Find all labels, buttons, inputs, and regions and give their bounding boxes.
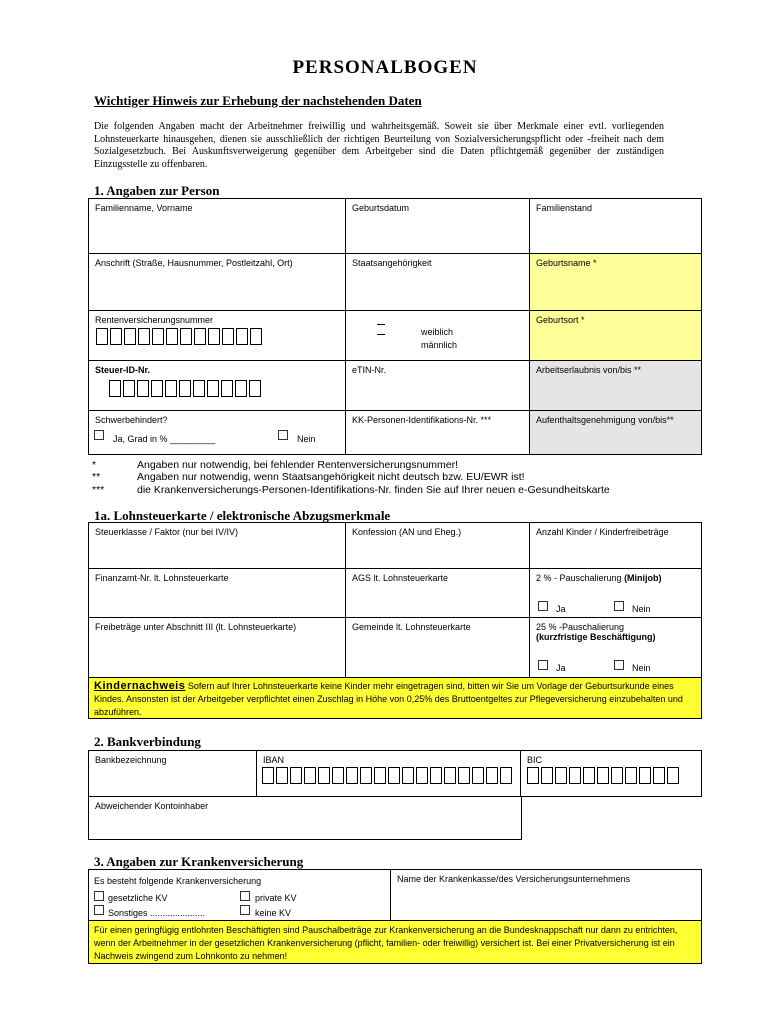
kindernachweis-text: Sofern auf Ihrer Lohnsteuerkarte keine Kinder mehr eingetragen sind, bitten wir Sie um Vorlage der Geburtsurkunde eines Kindes. Ansonsten ist der Arbeitgeber verpflichtet einen Zuschlag in Höhe von 0,25% des Bruttoentgeltes zur Pflegeversicherung einzubehalten und abzuführen. [94, 681, 683, 717]
staatsangehoerigkeit-label: Staatsangehörigkeit [352, 258, 432, 268]
steuerid-label: Steuer-ID-Nr. [95, 365, 151, 375]
section2-heading: 2. Bankverbindung [94, 734, 201, 749]
aufenthalt-cell[interactable] [529, 410, 702, 455]
staatsangehoerigkeit-cell[interactable] [345, 253, 530, 311]
finanzamt-label: Finanzamt-Nr. lt. Lohnsteuerkarte [95, 573, 229, 583]
konfession-cell[interactable] [345, 522, 530, 569]
pausch2-nein-checkbox[interactable] [614, 601, 624, 611]
schwerbehindert-ja-checkbox[interactable] [94, 430, 104, 440]
rvnr-label: Rentenversicherungsnummer [95, 315, 214, 325]
gesetzliche-kv-checkbox[interactable] [94, 891, 104, 901]
konfession-label: Konfession (AN und Eheg.) [352, 527, 462, 537]
kkid-cell[interactable] [345, 410, 530, 455]
kinder-cell[interactable] [529, 522, 702, 569]
bankbezeichnung-label: Bankbezeichnung [95, 755, 167, 765]
section1a-heading: 1a. Lohnsteuerkarte / elektronische Abzugsmerkmale [94, 508, 391, 523]
familienstand-label: Familienstand [536, 203, 593, 213]
weiblich-mark[interactable] [377, 324, 385, 325]
familienname-label: Familienname, Vorname [95, 203, 193, 213]
kv-hinweis-text: Für einen geringfügig entlohnten Beschäftigten sind Pauschalbeiträge zur Krankenversicherung an die Bundesknappschaft nur dann zu entrichten, wenn der Arbeitnehmer in der gesetzlichen Krankenversicherung (pflicht, familien- oder freiwillig) versichert ist. Bei einer Privatversicherung ist ein Nachweis zwingend zum Lohnkonto zu nehmen! [94, 925, 678, 961]
familienname-cell[interactable] [88, 198, 346, 254]
finanzamt-cell[interactable] [88, 568, 346, 618]
ags-cell[interactable] [345, 568, 530, 618]
pausch25-nein-checkbox[interactable] [614, 660, 624, 670]
pausch2-label: 2 % - Pauschalierung [536, 573, 625, 583]
ags-label: AGS lt. Lohnsteuerkarte [352, 573, 449, 583]
kv-besteht-label: Es besteht folgende Krankenversicherung [94, 876, 262, 886]
hinweis-text: Die folgenden Angaben macht der Arbeitnehmer freiwillig und wahrheitsgemäß. Soweit sie über Merkmale einer evtl. vorliegenden Lohnsteuerkarte hinausgehen, dienen sie ausschließlich der richtigen Beurteilung von Sozialversicherungspflicht oder -freiheit nach dem Sozialgesetzbuch. Bei Auskunftsverweigerung gegenüber dem Arbeitgeber sind die Daten pflichtgemäß gegenüber der zuständigen Einzugsstelle zu offenbaren. [94, 121, 664, 170]
footnote-mark-1: * [92, 459, 97, 471]
kv-hinweis-banner [88, 920, 702, 964]
sonstiges-checkbox[interactable] [94, 905, 104, 915]
arbeitserlaubnis-label: Arbeitserlaubnis von/bis ** [536, 365, 642, 375]
arbeitserlaubnis-cell[interactable] [529, 360, 702, 411]
geburtsname-cell[interactable] [529, 253, 702, 311]
aufenthalt-label: Aufenthaltsgenehmigung von/bis** [536, 415, 674, 425]
geburtsdatum-cell[interactable] [345, 198, 530, 254]
anschrift-label: Anschrift (Straße, Hausnummer, Postleitzahl, Ort) [95, 258, 293, 268]
keine-kv-checkbox[interactable] [240, 905, 250, 915]
keine-kv-label: keine KV [255, 908, 292, 918]
footnote-text-2: Angaben nur notwendig, wenn Staatsangehörigkeit nicht deutsch bzw. EU/EWR ist! [137, 471, 525, 483]
maennlich-label: männlich [421, 340, 458, 350]
etin-cell[interactable] [345, 360, 530, 411]
gemeinde-cell[interactable] [345, 617, 530, 678]
pausch25-ja-checkbox[interactable] [538, 660, 548, 670]
footnote-mark-3: *** [92, 484, 105, 496]
schwerbehindert-label: Schwerbehindert? [95, 415, 168, 425]
private-kv-label: private KV [255, 893, 297, 903]
footnote-text-3: die Krankenversicherungs-Personen-Identifikations-Nr. finden Sie auf Ihrer neuen e-Gesundheitskarte [137, 484, 610, 496]
pausch25-nein-label: Nein [632, 663, 651, 673]
kkid-label: KK-Personen-Identifikations-Nr. *** [352, 415, 492, 425]
section1-heading: 1. Angaben zur Person [94, 183, 220, 198]
geburtsort-cell[interactable] [529, 310, 702, 361]
freibetraege-label: Freibeträge unter Abschnitt III (lt. Lohnsteuerkarte) [95, 622, 297, 632]
maennlich-mark[interactable] [377, 334, 385, 335]
kindernachweis-banner [88, 677, 702, 719]
geburtsname-label: Geburtsname * [536, 258, 597, 268]
steuerklasse-label: Steuerklasse / Faktor (nur bei IV/IV) [95, 527, 239, 537]
bankbezeichnung-cell[interactable] [88, 750, 257, 797]
schwerbehindert-ja-label: Ja, Grad in % _________ [113, 434, 216, 444]
iban-boxes[interactable] [262, 767, 514, 784]
gesetzliche-kv-label: gesetzliche KV [108, 893, 168, 903]
kontoinhaber-label: Abweichender Kontoinhaber [95, 801, 209, 811]
section3-heading: 3. Angaben zur Krankenversicherung [94, 854, 304, 869]
schwerbehindert-cell [88, 410, 346, 455]
etin-label: eTIN-Nr. [352, 365, 387, 375]
steuerklasse-cell[interactable] [88, 522, 346, 569]
kindernachweis-title: Kindernachweis [94, 680, 186, 692]
pausch2-nein-label: Nein [632, 604, 651, 614]
footnote-text-1: Angaben nur notwendig, bei fehlender Rentenversicherungsnummer! [137, 459, 459, 471]
anschrift-cell[interactable] [88, 253, 346, 311]
page-title: PERSONALBOGEN [292, 57, 478, 78]
familienstand-cell[interactable] [529, 198, 702, 254]
krankenkasse-label: Name der Krankenkasse/des Versicherungsunternehmens [397, 874, 631, 884]
pausch2-minijob: (Minijob) [624, 573, 662, 583]
bic-boxes[interactable] [527, 767, 681, 784]
steuerid-boxes[interactable] [109, 380, 263, 397]
krankenkasse-cell[interactable] [390, 869, 702, 921]
kontoinhaber-cell[interactable] [88, 796, 522, 840]
sonstiges-label: Sonstiges ...................... [108, 908, 206, 918]
pausch25-kurzfristig: (kurzfristige Beschäftigung) [536, 632, 656, 642]
weiblich-label: weiblich [421, 327, 454, 337]
hinweis-heading: Wichtiger Hinweis zur Erhebung der nachstehenden Daten [94, 93, 422, 108]
freibetraege-cell[interactable] [88, 617, 346, 678]
bic-label: BIC [527, 755, 543, 765]
schwerbehindert-nein-checkbox[interactable] [278, 430, 288, 440]
pausch25-ja-label: Ja [556, 663, 566, 673]
footnote-mark-2: ** [92, 471, 101, 483]
pausch25-label: 25 % -Pauschalierung [536, 622, 625, 632]
private-kv-checkbox[interactable] [240, 891, 250, 901]
schwerbehindert-nein-label: Nein [297, 434, 316, 444]
kinder-label: Anzahl Kinder / Kinderfreibeträge [536, 527, 669, 537]
rvnr-boxes[interactable] [96, 328, 264, 345]
pausch2-ja-label: Ja [556, 604, 566, 614]
geburtsdatum-label: Geburtsdatum [352, 203, 410, 213]
gemeinde-label: Gemeinde lt. Lohnsteuerkarte [352, 622, 471, 632]
iban-label: IBAN [263, 755, 285, 765]
pausch2-ja-checkbox[interactable] [538, 601, 548, 611]
geburtsort-label: Geburtsort * [536, 315, 585, 325]
